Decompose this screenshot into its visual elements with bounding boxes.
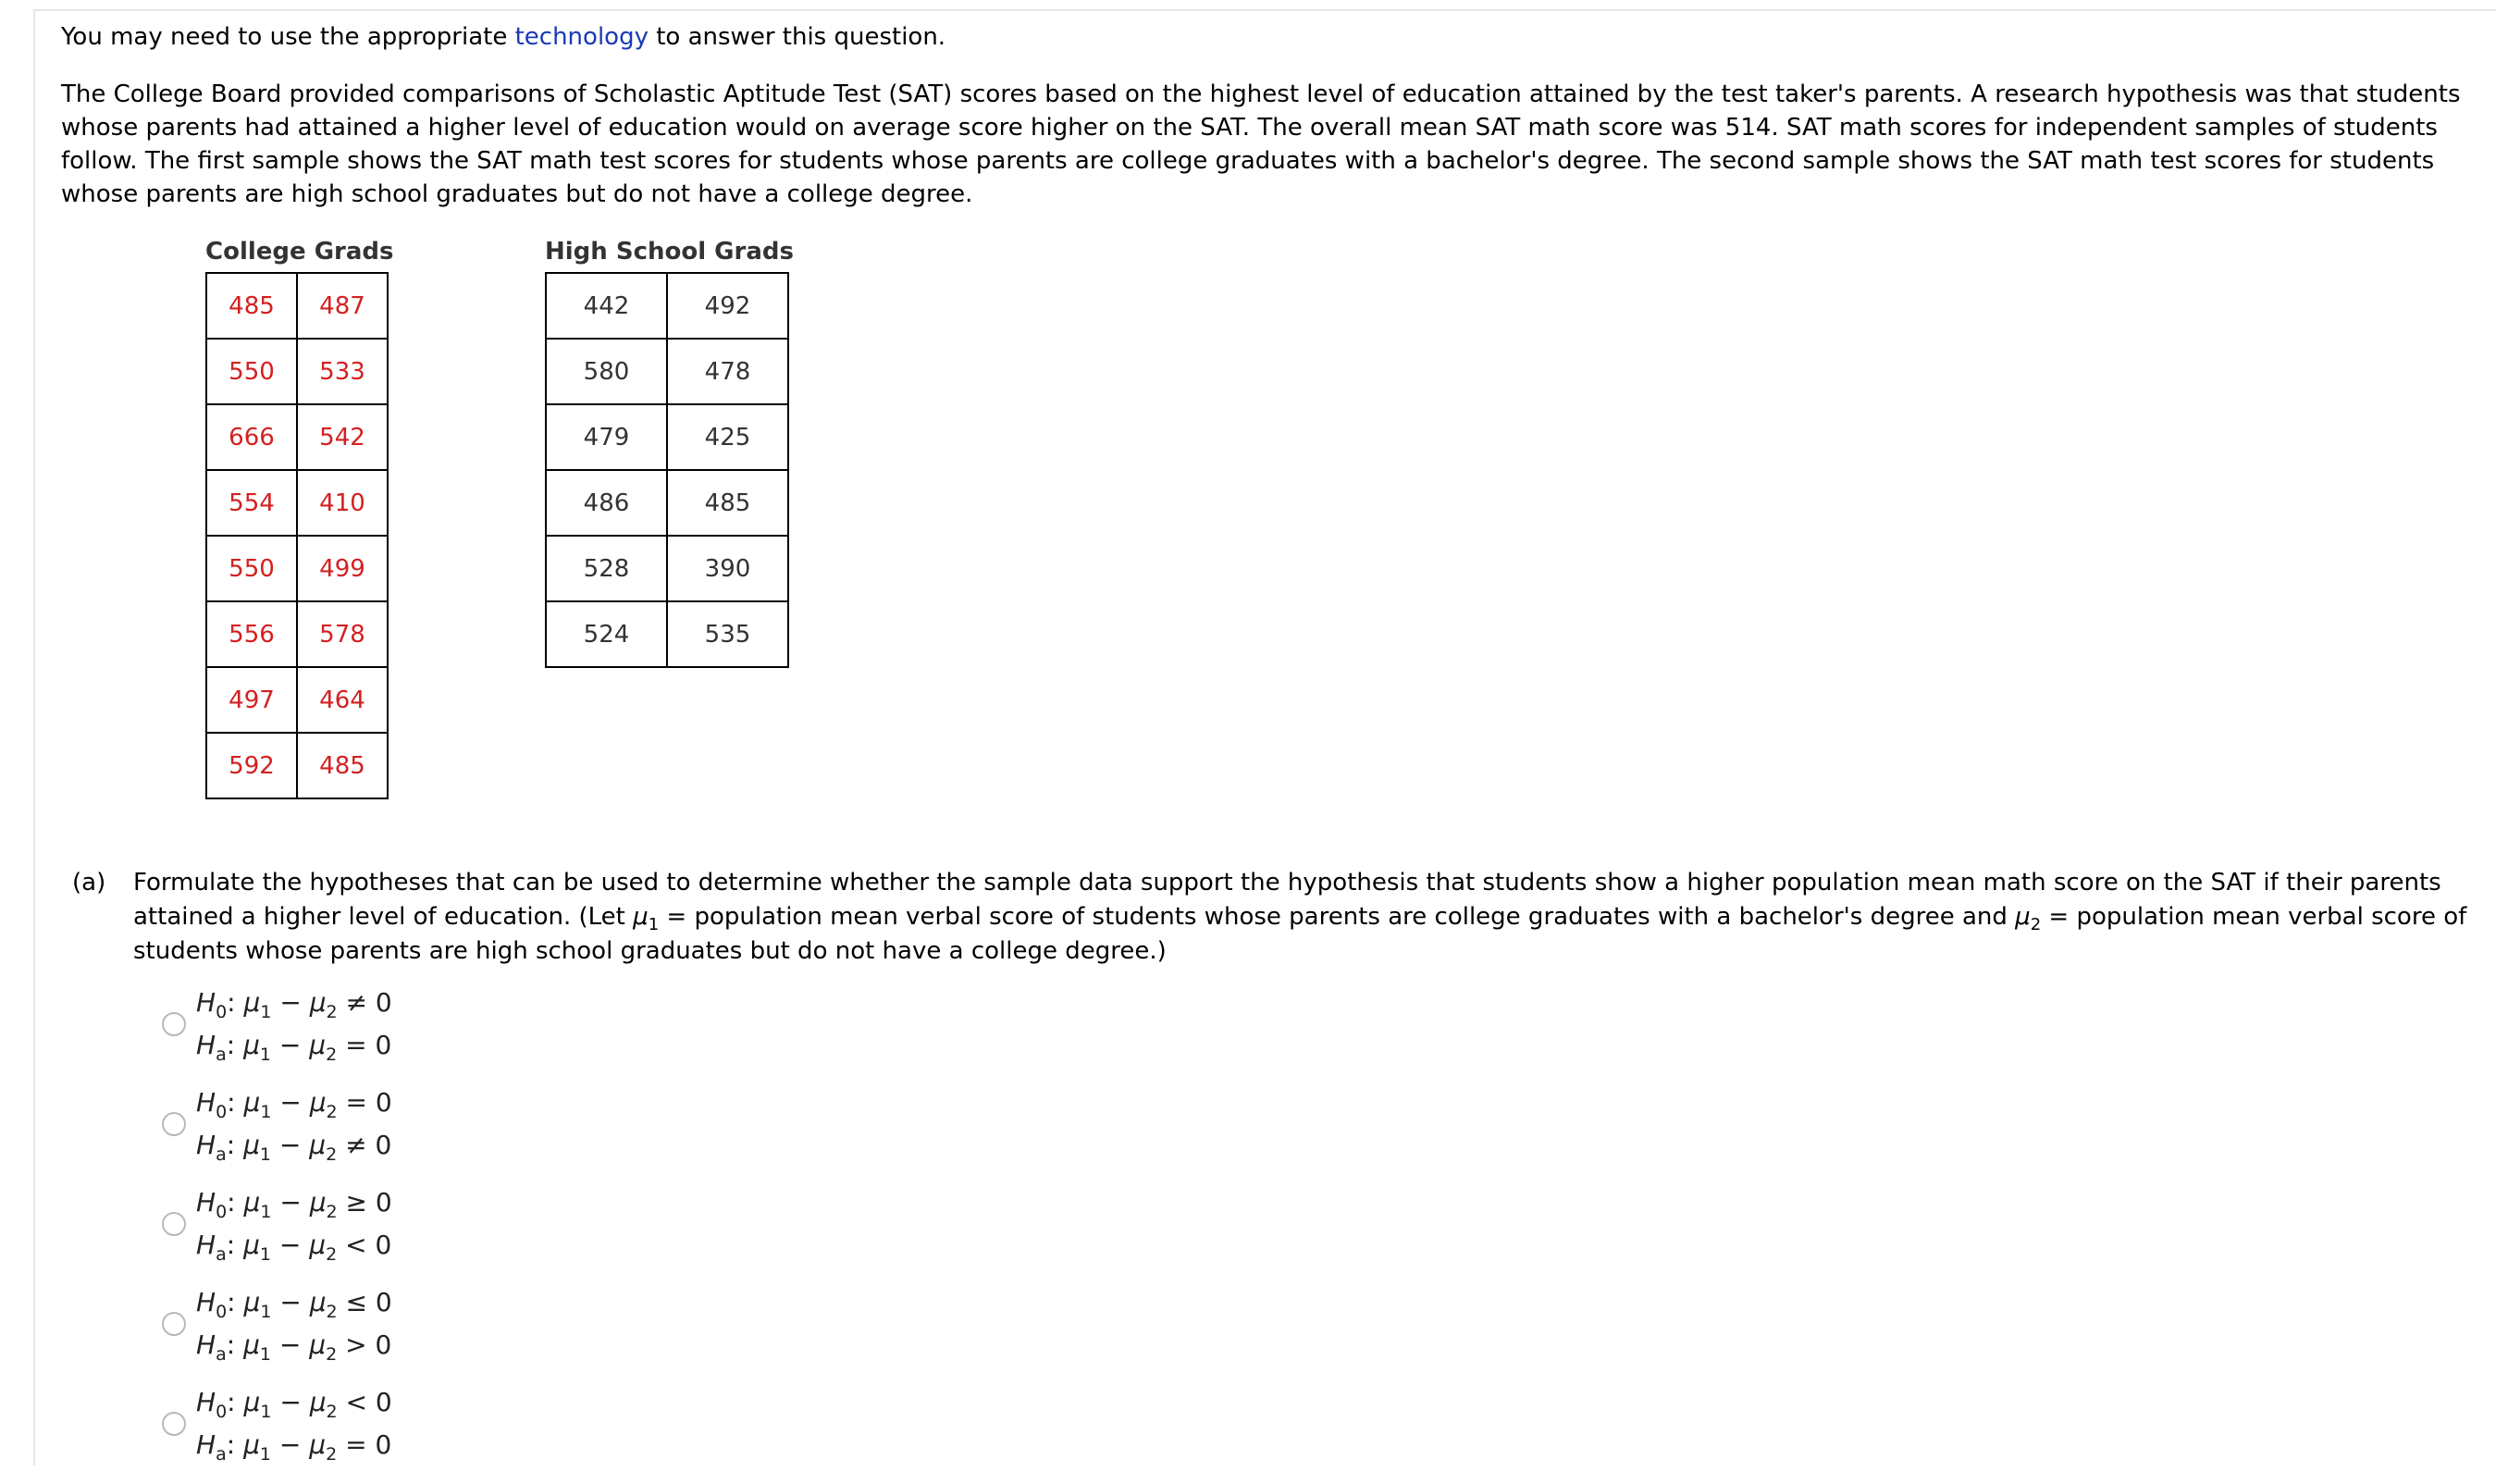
table-row [206,733,388,798]
table-row [546,404,788,470]
alternative-hypothesis: $H_a$: $\mu_1 - \mu_2 = 0$ [196,1030,392,1065]
table-row [206,667,388,733]
hypothesis-option-4[interactable] [162,1287,550,1384]
table-cell: 492 [667,273,788,339]
null-hypothesis: $H_0$: $\mu_1 - \mu_2 \ge 0$ [196,1187,392,1222]
high-school-grads-table [545,272,789,668]
table-cell: 578 [297,601,388,667]
radio-button[interactable] [162,1012,186,1036]
table-cell: 485 [667,470,788,536]
college-grads-table [205,272,389,799]
table-row [206,273,388,339]
table-cell: 580 [546,339,667,404]
hypothesis-option-2[interactable] [162,1087,550,1184]
table-row [206,404,388,470]
table-row [206,339,388,404]
table-row [206,601,388,667]
table-cell: 542 [297,404,388,470]
high-school-grads-title: High School Grads [545,238,794,266]
hypothesis-option-3[interactable] [162,1187,550,1284]
intro-text-before: You may need to use the appropriate [61,23,515,51]
table-cell: 533 [297,339,388,404]
table-row [206,470,388,536]
table-cell: 535 [667,601,788,667]
part-a-text-1: Formulate the hypotheses that can be used to determine whether the sample data support the hypothesis that students show a higher population mean math score on the SAT if their parents attained a higher level of education. (Let [133,869,2441,931]
table-cell: 556 [206,601,297,667]
radio-button[interactable] [162,1112,186,1136]
table-cell: 550 [206,339,297,404]
part-a-text-2: = population mean verbal score of students whose parents are college graduates with a bachelor's degree and [659,903,2016,931]
table-cell: 666 [206,404,297,470]
null-hypothesis: $H_0$: $\mu_1 - \mu_2 < 0$ [196,1387,392,1422]
table-cell: 442 [546,273,667,339]
table-cell: 550 [206,536,297,601]
alternative-hypothesis: $H_a$: $\mu_1 - \mu_2 > 0$ [196,1329,392,1365]
radio-button[interactable] [162,1212,186,1236]
table-row [546,536,788,601]
hypothesis-option-5[interactable] [162,1387,550,1484]
table-cell: 464 [297,667,388,733]
subscript-2: 2 [2030,915,2042,934]
table-cell: 499 [297,536,388,601]
table-cell: 528 [546,536,667,601]
alternative-hypothesis: $H_a$: $\mu_1 - \mu_2 \ne 0$ [196,1130,392,1165]
hypothesis-option-1[interactable] [162,987,550,1084]
college-grads-title: College Grads [205,238,394,266]
table-row [546,601,788,667]
technology-note [61,20,945,54]
table-row [546,273,788,339]
table-cell: 554 [206,470,297,536]
null-hypothesis: $H_0$: $\mu_1 - \mu_2 = 0$ [196,1087,392,1122]
mu-symbol: μ [633,903,649,931]
radio-button[interactable] [162,1412,186,1436]
alternative-hypothesis: $H_a$: $\mu_1 - \mu_2 = 0$ [196,1429,392,1465]
null-hypothesis: $H_0$: $\mu_1 - \mu_2 \ne 0$ [196,987,392,1022]
table-cell: 478 [667,339,788,404]
part-a-text-3: = population mean verbal score of students whose parents are high school graduates but do not have a college degree.) [133,903,2467,965]
part-a-label: (a) [72,869,106,897]
table-cell: 485 [297,733,388,798]
table-cell: 485 [206,273,297,339]
subscript-1: 1 [648,915,660,934]
table-cell: 410 [297,470,388,536]
technology-link[interactable]: technology [514,23,649,51]
table-cell: 524 [546,601,667,667]
intro-text-after: to answer this question. [648,23,946,51]
alternative-hypothesis: $H_a$: $\mu_1 - \mu_2 < 0$ [196,1230,392,1265]
mu-symbol: μ [2015,903,2031,931]
table-row [546,470,788,536]
left-divider [33,9,35,1465]
table-row [206,536,388,601]
top-divider [33,9,2496,11]
table-cell: 390 [667,536,788,601]
table-cell: 592 [206,733,297,798]
table-cell: 479 [546,404,667,470]
part-a-text [133,866,2496,969]
table-cell: 425 [667,404,788,470]
table-cell: 487 [297,273,388,339]
table-cell: 497 [206,667,297,733]
null-hypothesis: $H_0$: $\mu_1 - \mu_2 \le 0$ [196,1287,392,1322]
radio-button[interactable] [162,1312,186,1336]
table-cell: 486 [546,470,667,536]
problem-statement: The College Board provided comparisons of Scholastic Aptitude Test (SAT) scores based on the highest level of education attained by the test taker's parents. A research hypothesis was that students whose parents had attained a higher level of education would on average score higher on the SAT. The overall mean SAT math score was 514. SAT math scores for independent samples of students follow. The first sample shows the SAT math test scores for students whose parents are college graduates with a bachelor's degree. The second sample shows the SAT math test scores for students whose parents are high school graduates but do not have a college degree. [61,80,2461,208]
table-row [546,339,788,404]
